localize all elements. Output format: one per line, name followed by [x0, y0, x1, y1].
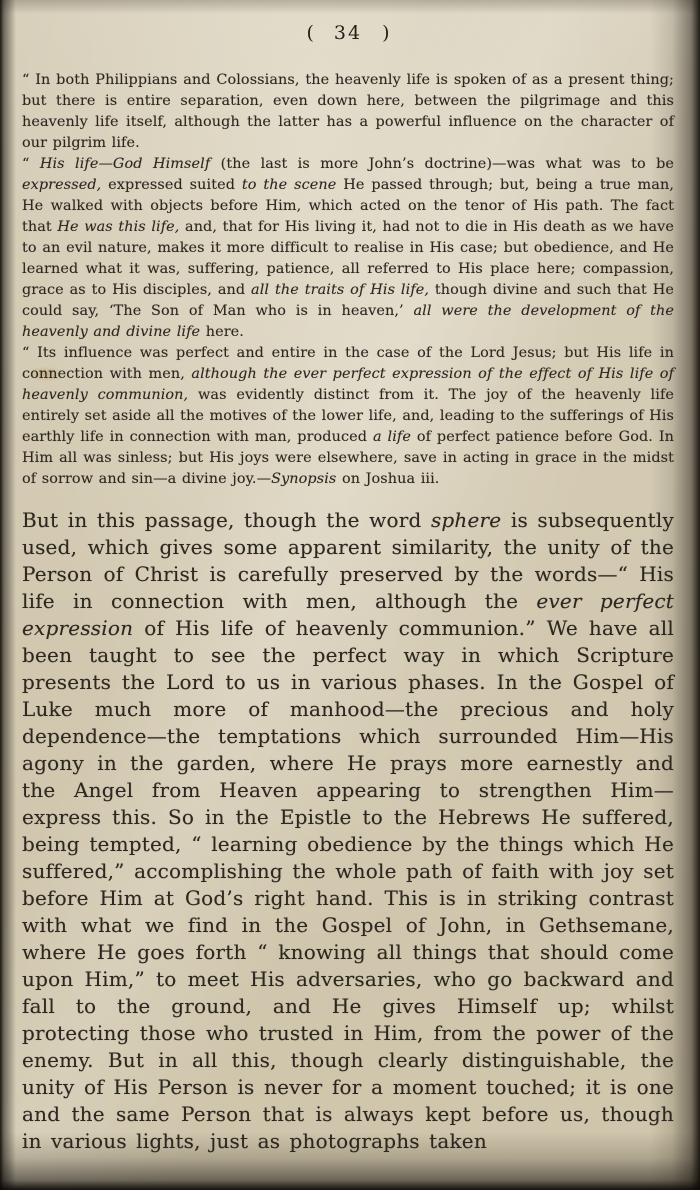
page-header	[22, 20, 674, 46]
extract-paragraph-1: “ In both Philippians and Colossians, the heavenly life is spoken of as a present thing; but there is entire separation, even down here, between the pilgrimage and this heavenly life itself, although the latter has a powerful influence on the character of our pilgrim life.	[22, 72, 674, 151]
page-number-paren-right: )	[382, 22, 390, 44]
main-text	[22, 507, 674, 1155]
page-number: 34	[333, 22, 363, 44]
quoted-extract	[22, 70, 674, 490]
extract-paragraph-3: “ Its influence was perfect and entire in the case of the Lord Jesus; but His life in connection with men, although the ever perfect expression of the effect of His life of heavenly communion, was evidently distinct from it. The joy of the heavenly life entirely set aside all the motives of the lower life, and, leading to the sufferings of His earthly life in connection with man, produced a life of perfect patience before God. In Him all was sinless; but His joys were elsewhere, save in acting in grace in the midst of sorrow and sin—a divine joy.—Synopsis on Joshua iii.	[22, 345, 675, 487]
extract-paragraph-2: “ His life—God Himself (the last is more John’s doctrine)—was what was to be expressed, expressed suited to the scene He passed through; but, being a true man, He walked with objects before Him, which acted on the tenor of His path. The fact that He was this life, and, that for His living it, had not to die in His death as we have to an evil nature, makes it more difficult to realise in His case; but obedience, and He learned what it was, suffering, patience, all referred to His place here; compassion, grace as to His disciples, and all the traits of His life, though divine and such that He could say, ‘The Son of Man who is in heaven,’ all were the development of the heavenly and divine life here.	[22, 156, 675, 340]
main-paragraph: But in this passage, though the word sphere is subsequently used, which gives some apparent similarity, the unity of the Person of Christ is carefully preserved by the words—“ His life in connection with men, although the ever perfect expression of His life of heavenly communion.” We have all been taught to see the perfect way in which Scripture presents the Lord to us in various phases. In the Gospel of Luke much more of manhood—the precious and holy dependence—the temptations which surrounded Him—His agony in the garden, where He prays more earnestly and the Angel from Heaven appearing to strengthen Him—express this. So in the Epistle to the Hebrews He suffered, being tempted, “ learning obedience by the things which He suffered,” accomplishing the whole path of faith with joy set before Him at God’s right hand. This is in striking contrast with what we find in the Gospel of John, in Gethsemane, where He goes forth “ knowing all things that should come upon Him,” to meet His adversaries, who go backward and fall to the ground, and He gives Himself up; whilst protecting those who trusted in Him, from the power of the enemy. But in all this, though clearly distinguishable, the unity of His Person is never for a moment touched; it is one and the same Person that is always kept before us, though in various lights, just as photographs taken	[22, 508, 675, 1153]
page-number-paren-left: (	[306, 22, 314, 44]
